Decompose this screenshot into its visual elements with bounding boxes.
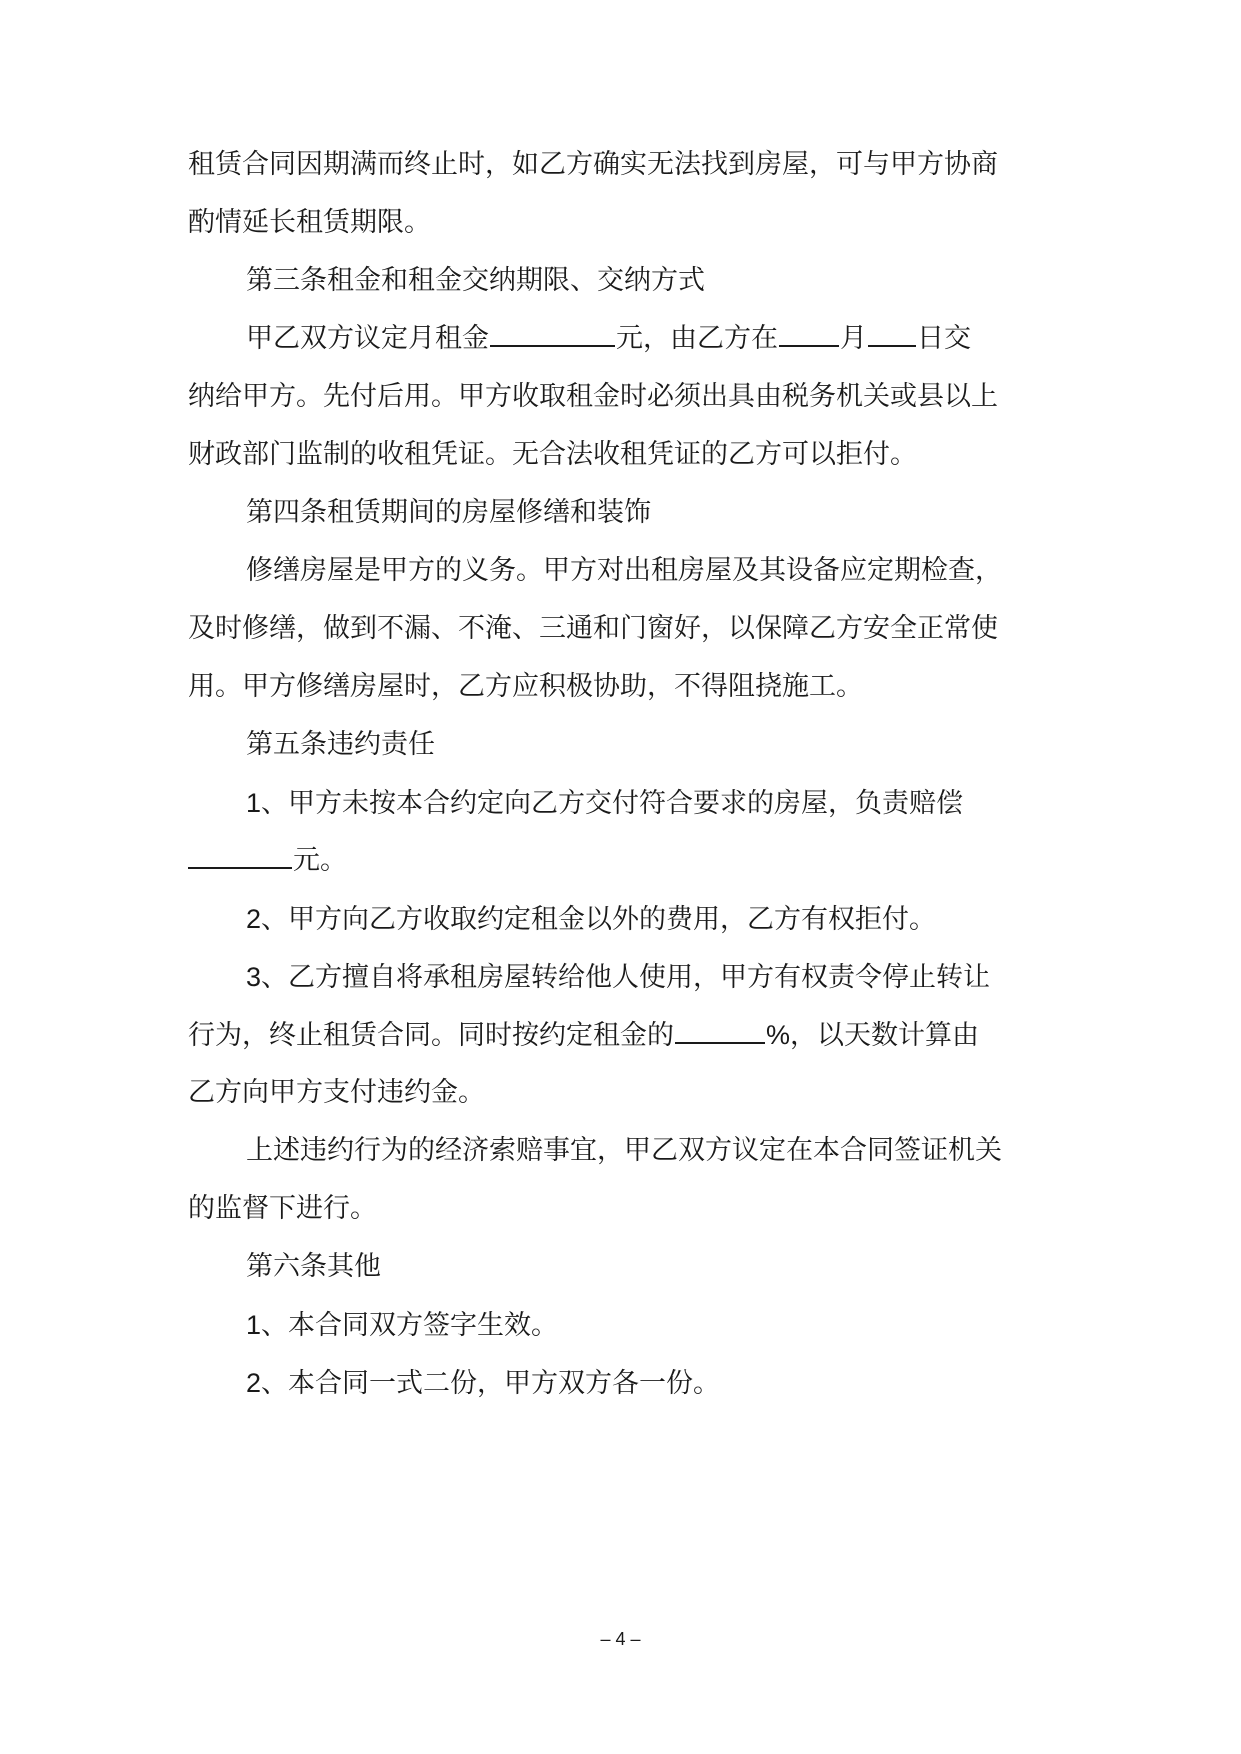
text-line bbox=[188, 377, 998, 417]
text-span: 租赁合同因期满而终止时，如乙方确实无法找到房屋，可与甲方协商 bbox=[188, 149, 998, 180]
text-span: 及时修缮，做到不漏、不淹、三通和门窗好，以保障乙方安全正常使 bbox=[188, 613, 998, 644]
fill-blank-compensation bbox=[188, 843, 292, 869]
text-span: 纳给甲方。先付后用。甲方收取租金时必须出具由税务机关或县以上 bbox=[188, 381, 998, 412]
text-span: 第五条违约责任 bbox=[246, 729, 435, 760]
text-line bbox=[188, 1073, 485, 1113]
text-line bbox=[188, 1015, 979, 1055]
list-item bbox=[246, 957, 990, 997]
section-heading-3 bbox=[246, 261, 705, 301]
text-span: 甲乙双方议定月租金 bbox=[246, 323, 489, 354]
text-span: 元。 bbox=[293, 845, 347, 876]
text-line bbox=[188, 667, 863, 707]
percent-sign: % bbox=[766, 1020, 791, 1050]
text-span: 第四条租赁期间的房屋修缮和装饰 bbox=[246, 497, 651, 528]
text-span: 、本合同一式二份，甲方双方各一份。 bbox=[261, 1368, 721, 1399]
text-span: 第三条租金和租金交纳期限、交纳方式 bbox=[246, 265, 705, 296]
text-line bbox=[188, 435, 917, 475]
text-span: 上述违约行为的经济索赔事宜，甲乙双方议定在本合同签证机关 bbox=[246, 1135, 1002, 1166]
list-item bbox=[246, 899, 936, 939]
section-heading-5 bbox=[246, 725, 435, 765]
text-span: 财政部门监制的收租凭证。无合法收租凭证的乙方可以拒付。 bbox=[188, 439, 917, 470]
text-span: 、甲方未按本合约定向乙方交付符合要求的房屋，负责赔偿 bbox=[261, 788, 964, 819]
section-heading-6 bbox=[246, 1247, 381, 1287]
item-number: 1 bbox=[246, 1310, 262, 1340]
text-span: 、本合同双方签字生效。 bbox=[261, 1310, 559, 1341]
text-span: 、乙方擅自将承租房屋转给他人使用，甲方有权责令停止转让 bbox=[261, 962, 991, 993]
item-number: 1 bbox=[246, 788, 262, 818]
fill-blank-rent bbox=[490, 321, 615, 347]
text-line bbox=[246, 319, 971, 359]
text-span: 乙方向甲方支付违约金。 bbox=[188, 1077, 485, 1108]
text-span: 月 bbox=[840, 323, 867, 354]
fill-blank-day bbox=[868, 321, 916, 347]
text-span: 日交 bbox=[917, 323, 971, 354]
text-line bbox=[246, 551, 1002, 591]
text-span: 第六条其他 bbox=[246, 1251, 381, 1282]
item-number: 2 bbox=[246, 1368, 262, 1398]
text-span: 、甲方向乙方收取约定租金以外的费用，乙方有权拒付。 bbox=[261, 904, 937, 935]
text-line bbox=[188, 203, 431, 243]
text-span: 元，由乙方在 bbox=[616, 323, 778, 354]
list-item bbox=[246, 1305, 558, 1345]
text-span: ，以天数计算由 bbox=[790, 1020, 980, 1051]
page-number: – 4 – bbox=[600, 1629, 641, 1649]
text-span: 用。甲方修缮房屋时，乙方应积极协助，不得阻挠施工。 bbox=[188, 671, 863, 702]
text-line bbox=[188, 145, 998, 185]
item-number: 2 bbox=[246, 904, 262, 934]
item-number: 3 bbox=[246, 962, 262, 992]
fill-blank-month bbox=[779, 321, 839, 347]
text-span: 行为，终止租赁合同。同时按约定租金的 bbox=[188, 1020, 674, 1051]
list-item bbox=[246, 783, 963, 823]
section-heading-4 bbox=[246, 493, 651, 533]
text-span: 的监督下进行。 bbox=[188, 1193, 377, 1224]
text-line bbox=[246, 1131, 1002, 1171]
text-line bbox=[188, 841, 347, 881]
fill-blank-percentage bbox=[675, 1018, 765, 1044]
text-span: 酌情延长租赁期限。 bbox=[188, 207, 431, 238]
text-span: 修缮房屋是甲方的义务。甲方对出租房屋及其设备应定期检查， bbox=[246, 555, 1002, 586]
text-line bbox=[188, 1189, 377, 1229]
list-item bbox=[246, 1363, 720, 1403]
text-line bbox=[188, 609, 998, 649]
